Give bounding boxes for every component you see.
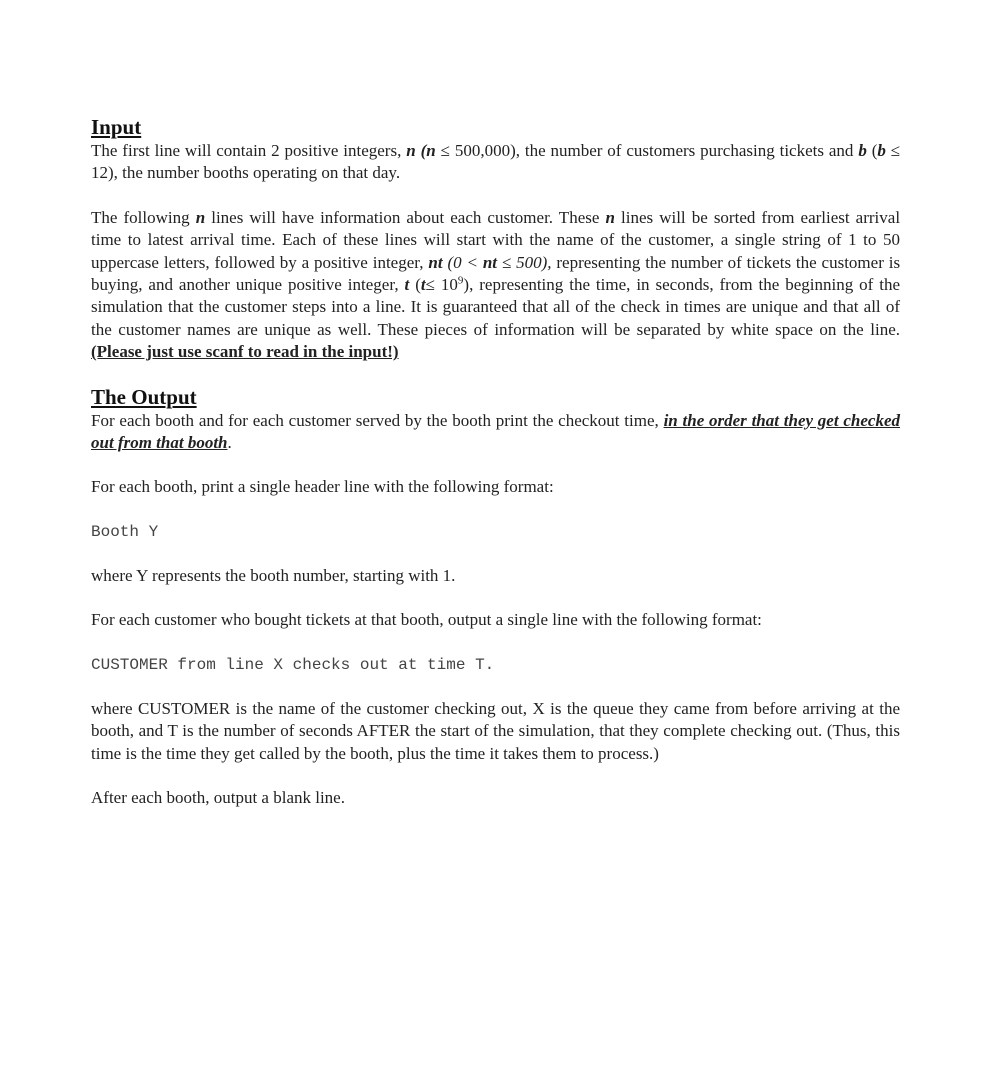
text-run: The following xyxy=(91,207,190,227)
var-nt: nt xyxy=(482,252,497,272)
text-run: ( xyxy=(871,141,878,160)
customer-line-format: CUSTOMER from line X checks out at time T. xyxy=(91,655,495,674)
input-paragraph-1 xyxy=(91,140,900,185)
text-run: . xyxy=(227,433,232,453)
document-page xyxy=(91,114,900,809)
text-run: ), representing the time, in seconds, from the beginning of the simulation that the customer steps into a line. It is guaranteed that all of the check in times are unique and that all of the customer names are unique as well. These pieces of information will be separated by white space on the line. xyxy=(91,275,901,339)
var-b: b xyxy=(877,141,886,160)
text-run: lines will be sorted from earliest arrival time to latest arrival time. Each of these lines will start with the name of the customer, a single string of 1 to 50 uppercase letters, followed by a positive integer, xyxy=(91,207,901,272)
input-heading: Input xyxy=(91,115,142,139)
output-paragraph-4: For each customer who bought tickets at that booth, output a single line with the following format: xyxy=(91,610,762,630)
text-run: representing the number of tickets the customer is buying, and another unique positive integer, xyxy=(91,252,901,295)
output-paragraph-6: After each booth, output a blank line. xyxy=(91,787,345,807)
var-b: b xyxy=(858,141,867,160)
var-t: t xyxy=(404,275,410,295)
var-n: n xyxy=(406,141,416,160)
text-run: The first line will contain 2 positive integers, xyxy=(91,141,402,160)
text-run: For each booth and for each customer served by the booth print the checkout time, xyxy=(91,410,659,430)
text-run: ≤ 500), xyxy=(501,252,552,272)
scanf-note: (Please just use scanf to read in the input!) xyxy=(91,342,399,362)
booth-header-format: Booth Y xyxy=(91,522,159,541)
exponent: 9 xyxy=(457,274,464,287)
text-run: ≤ 500,000), the number of customers purchasing tickets and xyxy=(440,141,854,160)
text-run: ≤ 10 xyxy=(425,275,458,295)
var-n: n xyxy=(426,141,436,160)
var-n: n xyxy=(195,207,206,227)
var-nt: nt xyxy=(428,252,443,272)
text-run: (0 < xyxy=(447,252,478,272)
output-paragraph-5: where CUSTOMER is the name of the customer checking out, X is the queue they came from before arriving at the booth, and T is the number of seconds AFTER the start of the simulation, that they complete checking out. (Thus, this time is the time they get called by the booth, plus the time it takes them to process.) xyxy=(91,698,900,763)
var-n: n xyxy=(605,207,615,227)
output-paragraph-3: where Y represents the booth number, starting with 1. xyxy=(91,565,456,585)
text-run: ( xyxy=(415,275,421,295)
text-run: ( xyxy=(420,141,427,160)
output-paragraph-2: For each booth, print a single header line with the following format: xyxy=(91,477,554,497)
output-paragraph-1 xyxy=(91,410,900,455)
order-note: in the order that they get checked out from that booth xyxy=(91,410,900,453)
text-run: ≤ 12), the number booths operating on that day. xyxy=(91,141,901,183)
text-run: lines will have information about each customer. These xyxy=(211,207,600,227)
input-paragraph-2 xyxy=(91,207,900,364)
var-t: t xyxy=(420,275,426,295)
output-heading: The Output xyxy=(91,384,197,409)
